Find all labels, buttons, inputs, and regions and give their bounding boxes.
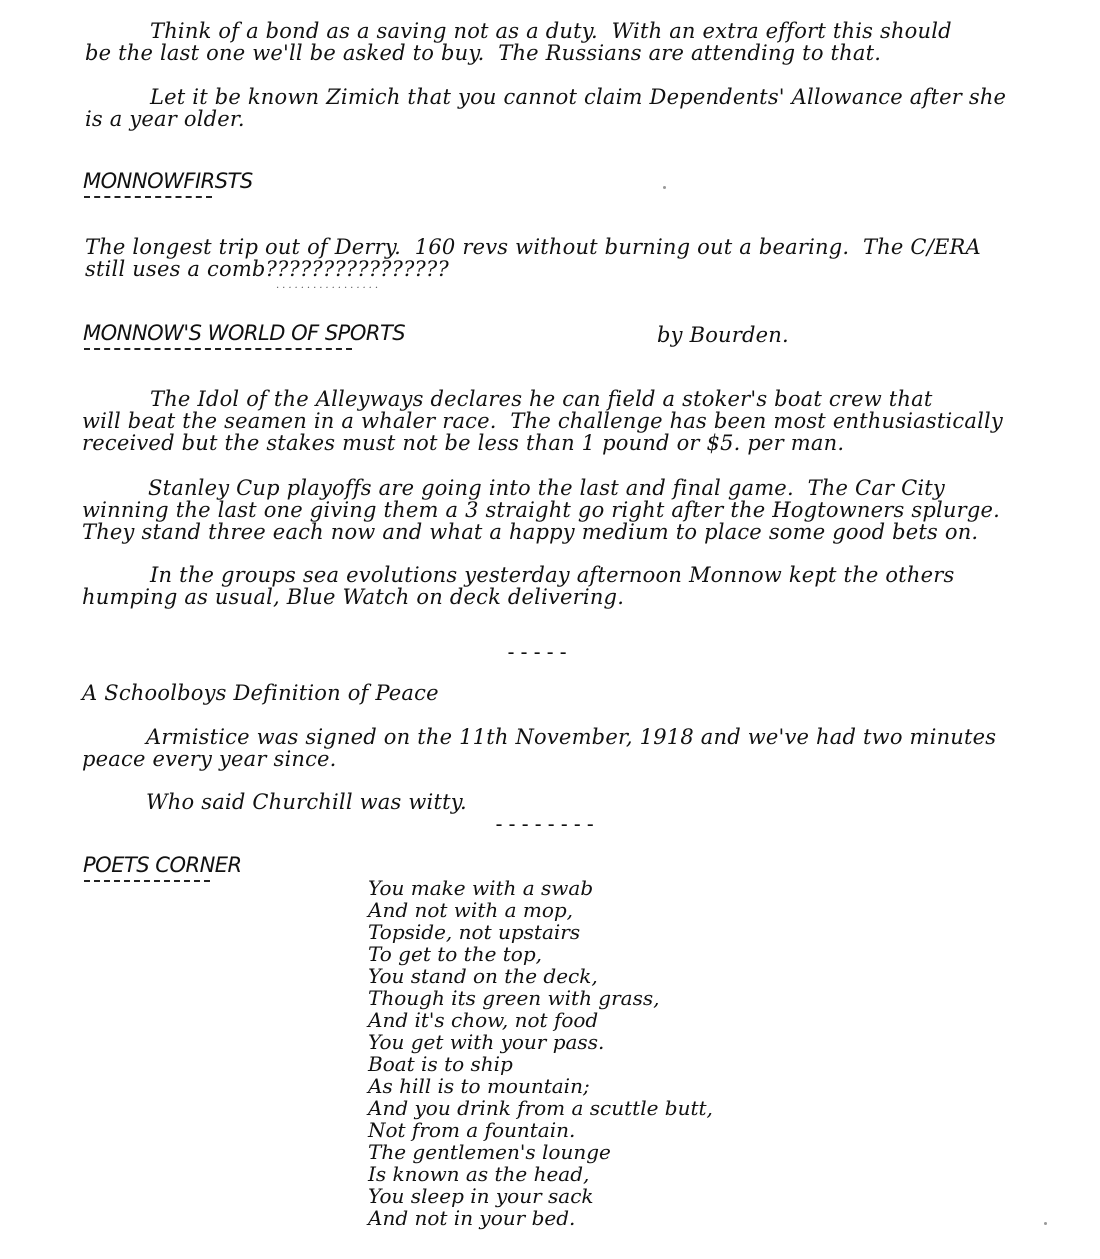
sports-byline: by Bourden. [657,323,789,347]
monnowfirsts-heading: MONNOWFIRSTS [83,169,253,193]
sports-para2-line-2: winning the last one giving them a 3 straight go right after the Hogtowners splurge. [82,498,1001,522]
scan-speck [663,186,666,189]
peace-line-1: Armistice was signed on the 11th November, 1918 and we've had two minutes [146,725,997,749]
poets-corner-underline [84,880,210,882]
sports-underline [84,348,352,350]
poem-line: Though its green with grass, [368,986,660,1010]
sports-para2-line-3: They stand three each now and what a happy medium to place some good bets on. [82,520,979,544]
sports-heading: MONNOW'S WORLD OF SPORTS [83,321,406,345]
poem-line: You get with your pass. [368,1030,605,1054]
poem-line: And not with a mop, [368,898,574,922]
sports-para1-line-3: received but the stakes must not be less than 1 pound or $5. per man. [82,431,845,455]
poem-line: And you drink from a scuttle butt, [368,1096,713,1120]
zimich-line-1: Let it be known Zimich that you cannot claim Dependents' Allowance after she [150,85,1007,109]
separator-short: ----- [505,640,571,664]
monnowfirsts-dots: ................. [276,280,382,291]
monnowfirsts-underline [84,196,212,198]
monnowfirsts-line-2: still uses a comb???????????????? [85,257,449,281]
poets-corner-heading: POETS CORNER [83,853,242,877]
zimich-line-2: is a year older. [85,107,245,131]
poem-line: To get to the top, [368,942,543,966]
poem-line: And not in your bed. [368,1206,576,1230]
monnowfirsts-line-1: The longest trip out of Derry. 160 revs without burning out a bearing. The C/ERA [85,235,981,259]
poem-line: Topside, not upstairs [368,920,581,944]
separator-long: -------- [493,812,598,836]
poem-line: As hill is to mountain; [368,1074,590,1098]
poem-line: You make with a swab [368,876,594,900]
poem-line: The gentlemen's lounge [368,1140,611,1164]
poem-line: You stand on the deck, [368,964,598,988]
poem-line: Not from a fountain. [368,1118,576,1142]
scan-speck [1044,1222,1047,1225]
sports-para3-line-2: humping as usual, Blue Watch on deck delivering. [82,585,625,609]
peace-line-2: peace every year since. [82,747,337,771]
poem-line: And it's chow, not food [368,1008,599,1032]
sports-para1-line-1: The Idol of the Alleyways declares he can field a stoker's boat crew that [150,387,933,411]
bond-line-1: Think of a bond as a saving not as a duty. With an extra effort this should [150,19,952,43]
poem-line: Is known as the head, [368,1162,590,1186]
sports-para2-line-1: Stanley Cup playoffs are going into the last and final game. The Car City [148,476,945,500]
poem-line: Boat is to ship [368,1052,513,1076]
sports-para1-line-2: will beat the seamen in a whaler race. The challenge has been most enthusiastically [82,409,1003,433]
peace-heading: A Schoolboys Definition of Peace [82,681,439,705]
bond-line-2: be the last one we'll be asked to buy. The Russians are attending to that. [85,41,882,65]
poem-line: You sleep in your sack [368,1184,594,1208]
peace-line-3: Who said Churchill was witty. [146,790,467,814]
sports-para3-line-1: In the groups sea evolutions yesterday afternoon Monnow kept the others [150,563,955,587]
